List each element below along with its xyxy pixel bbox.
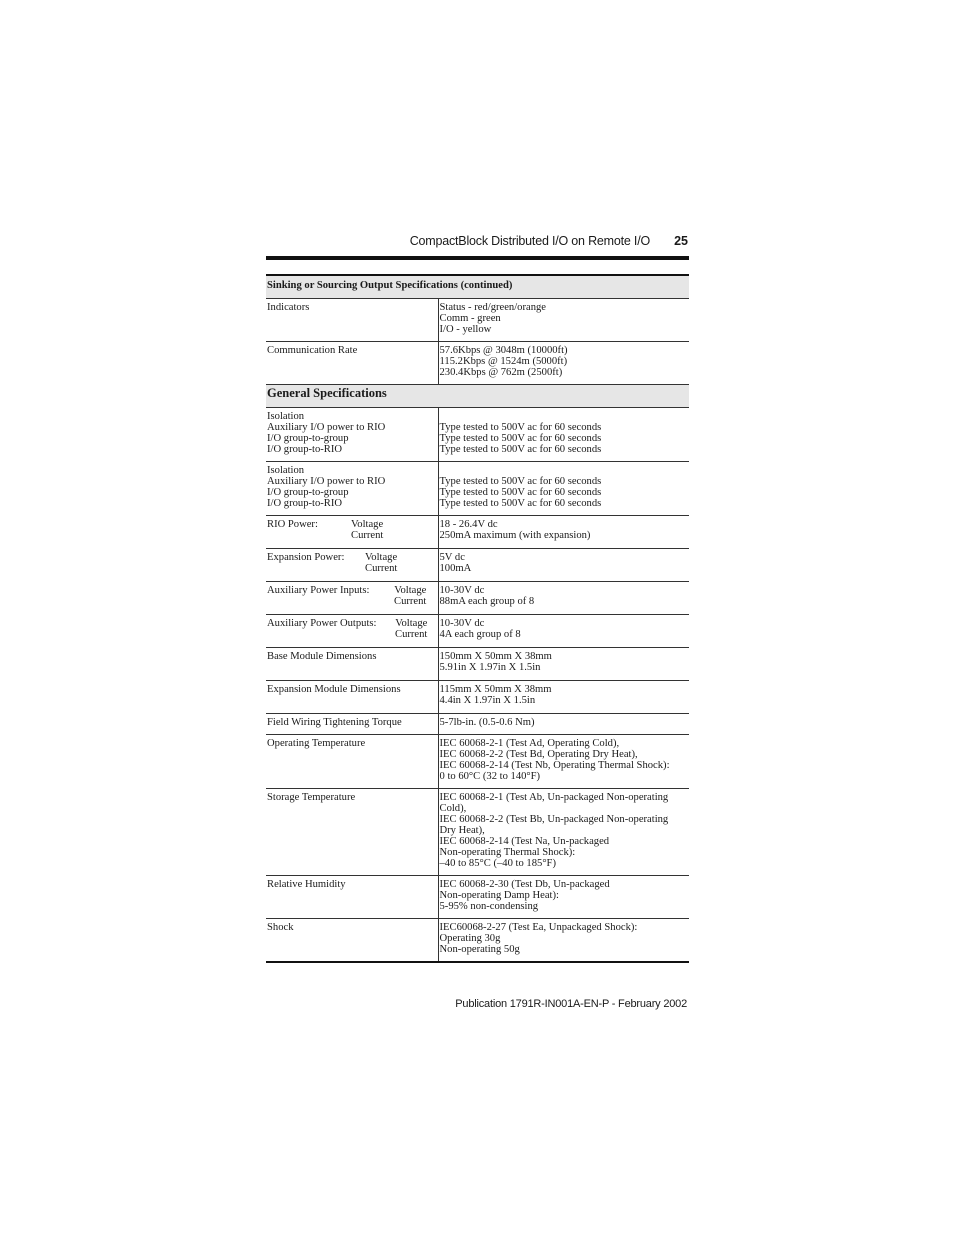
- row-value: –40 to 85°C (–40 to 185°F): [439, 858, 556, 869]
- row-label: Field Wiring Tightening Torque: [267, 717, 402, 728]
- row-value: Non-operating 50g: [439, 944, 520, 955]
- table-row-isolation: [266, 462, 689, 516]
- row-value: 250mA maximum (with expansion): [439, 530, 591, 541]
- row-label: Auxiliary I/O power to RIO: [267, 476, 386, 487]
- row-value: Type tested to 500V ac for 60 seconds: [439, 498, 602, 509]
- row-label: Shock: [267, 922, 294, 933]
- row-value: I/O - yellow: [439, 324, 492, 335]
- row-label: I/O group-to-group: [267, 433, 349, 444]
- table-row-operating-temperature: [266, 735, 689, 789]
- table-row-relative-humidity: [266, 876, 689, 919]
- row-label: Auxiliary I/O power to RIO: [267, 422, 386, 433]
- table-row-communication-rate: [266, 342, 689, 385]
- row-value: IEC 60068-2-14 (Test Na, Un-packaged: [439, 836, 610, 847]
- row-value: 230.4Kbps @ 762m (2500ft): [439, 367, 563, 378]
- row-value: 100mA: [439, 563, 472, 574]
- table-row-rio-power: [266, 516, 689, 549]
- table-row-expansion-power: [266, 549, 689, 582]
- row-value: Operating 30g: [439, 933, 501, 944]
- row-value: IEC 60068-2-2 (Test Bb, Un-packaged Non-operating: [439, 814, 669, 825]
- row-sublabel: Voltage: [394, 585, 427, 596]
- row-label: Communication Rate: [267, 345, 358, 356]
- publication-footer: Publication 1791R-IN001A-EN-P - February 2002: [455, 998, 687, 1010]
- row-value: Status - red/green/orange: [439, 302, 546, 313]
- table-row-auxiliary-power-outputs: [266, 615, 689, 648]
- row-value: Type tested to 500V ac for 60 seconds: [439, 487, 602, 498]
- row-sublabel: Current: [351, 530, 384, 541]
- row-value: 10-30V dc: [439, 585, 485, 596]
- row-value: Non-operating Thermal Shock):: [439, 847, 576, 858]
- row-label: I/O group-to-RIO: [267, 498, 343, 509]
- row-value: Cold),: [439, 803, 467, 814]
- row-value: IEC 60068-2-1 (Test Ab, Un-packaged Non-operating: [439, 792, 669, 803]
- page-header: [266, 234, 689, 252]
- header-rule: [266, 256, 689, 260]
- table-row-base-module-dimensions: [266, 648, 689, 681]
- row-value: Type tested to 500V ac for 60 seconds: [439, 476, 602, 487]
- row-value: 115mm X 50mm X 38mm: [439, 684, 552, 695]
- table-row-storage-temperature: [266, 789, 689, 876]
- row-value: IEC 60068-2-14 (Test Nb, Operating Thermal Shock):: [439, 760, 670, 771]
- row-value: 5-7lb-in. (0.5-0.6 Nm): [439, 717, 535, 728]
- table-row-field-wiring-torque: [266, 714, 689, 735]
- row-label: Indicators: [267, 302, 310, 313]
- row-value: Non-operating Damp Heat):: [439, 890, 559, 901]
- header-title: CompactBlock Distributed I/O on Remote I/O: [409, 234, 650, 248]
- row-label: I/O group-to-group: [267, 487, 349, 498]
- row-value: 5V dc: [439, 552, 465, 563]
- row-value: 0 to 60°C (32 to 140°F): [439, 771, 541, 782]
- row-value: IEC 60068-2-2 (Test Bd, Operating Dry Heat),: [439, 749, 638, 760]
- row-label: Expansion Power:: [267, 552, 345, 563]
- row-label: Isolation: [267, 465, 305, 476]
- row-label: Auxiliary Power Inputs:: [267, 585, 370, 596]
- row-label: Auxiliary Power Outputs:: [267, 618, 377, 629]
- row-sublabel: Current: [365, 563, 398, 574]
- row-label: Isolation: [267, 411, 305, 422]
- row-value: 4.4in X 1.97in X 1.5in: [439, 695, 536, 706]
- row-value: Type tested to 500V ac for 60 seconds: [439, 433, 602, 444]
- row-value: Type tested to 500V ac for 60 seconds: [439, 444, 602, 455]
- row-value: 88mA each group of 8: [439, 596, 535, 607]
- row-value: 4A each group of 8: [439, 629, 521, 640]
- table-row-expansion-module-dimensions: [266, 681, 689, 714]
- row-value: 5.91in X 1.97in X 1.5in: [439, 662, 541, 673]
- row-label: Storage Temperature: [267, 792, 356, 803]
- row-label: Operating Temperature: [267, 738, 366, 749]
- row-sublabel: Voltage: [351, 519, 384, 530]
- row-value: 115.2Kbps @ 1524m (5000ft): [439, 356, 568, 367]
- table-row-auxiliary-power-inputs: [266, 582, 689, 615]
- row-value: 18 - 26.4V dc: [439, 519, 498, 530]
- row-sublabel: Voltage: [365, 552, 398, 563]
- specifications-table: [266, 274, 689, 963]
- row-value: 10-30V dc: [439, 618, 485, 629]
- table-row-isolation: [266, 408, 689, 462]
- row-value: Dry Heat),: [439, 825, 485, 836]
- row-value: IEC 60068-2-1 (Test Ad, Operating Cold),: [439, 738, 620, 749]
- row-label: Relative Humidity: [267, 879, 346, 890]
- row-value: Comm - green: [439, 313, 501, 324]
- row-sublabel: Current: [394, 596, 427, 607]
- row-value: 150mm X 50mm X 38mm: [439, 651, 552, 662]
- row-label: I/O group-to-RIO: [267, 444, 343, 455]
- row-value: 57.6Kbps @ 3048m (10000ft): [439, 345, 568, 356]
- row-value: IEC 60068-2-30 (Test Db, Un-packaged: [439, 879, 610, 890]
- row-value: IEC60068-2-27 (Test Ea, Unpackaged Shock):: [439, 922, 638, 933]
- table-row-shock: [266, 919, 689, 962]
- row-label: RIO Power:: [267, 519, 318, 530]
- section-title: General Specifications: [267, 386, 387, 400]
- section-header-output-specs: [266, 275, 689, 299]
- section-title: Sinking or Sourcing Output Specifications (continued): [267, 280, 513, 291]
- row-sublabel: Voltage: [395, 618, 428, 629]
- section-header-general-specs: [266, 385, 689, 408]
- row-label: Expansion Module Dimensions: [267, 684, 401, 695]
- row-sublabel: Current: [395, 629, 428, 640]
- row-value: Type tested to 500V ac for 60 seconds: [439, 422, 602, 433]
- row-value: 5-95% non-condensing: [439, 901, 539, 912]
- table-row-indicators: [266, 299, 689, 342]
- row-label: Base Module Dimensions: [267, 651, 377, 662]
- page-number: 25: [674, 234, 688, 248]
